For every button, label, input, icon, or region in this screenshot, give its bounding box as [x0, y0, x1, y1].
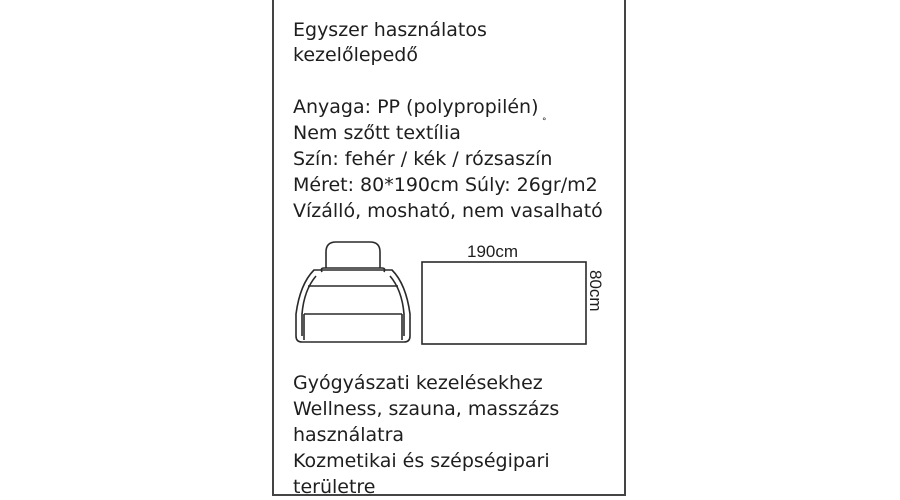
treatment-bed-icon [296, 242, 410, 342]
spec-care: Vízálló, mosható, nem vasalható [293, 200, 603, 222]
degree-mark: ° [542, 117, 547, 127]
width-label: 190cm [467, 242, 519, 261]
use-medical: Gyógyászati kezelésekhez [293, 372, 543, 394]
spec-material: Anyaga: PP (polypropilén) [293, 96, 539, 118]
height-label: 80cm [586, 270, 605, 312]
title-line-2: kezelőlepedő [293, 44, 418, 66]
use-cosmetic: Kozmetikai és szépségipari [293, 450, 550, 472]
spec-size-weight: Méret: 80*190cm Súly: 26gr/m2 [293, 174, 598, 196]
title-line-1: Egyszer használatos [293, 19, 487, 41]
spec-color: Szín: fehér / kék / rózsaszín [293, 148, 553, 170]
spec-fabric: Nem szőtt textília [293, 122, 461, 144]
use-wellness-cont: használatra [293, 424, 405, 446]
use-wellness: Wellness, szauna, masszázs [293, 398, 560, 420]
use-cosmetic-cont: területre [293, 476, 376, 498]
product-info-card [272, 0, 626, 496]
sheet-outline [422, 262, 586, 344]
